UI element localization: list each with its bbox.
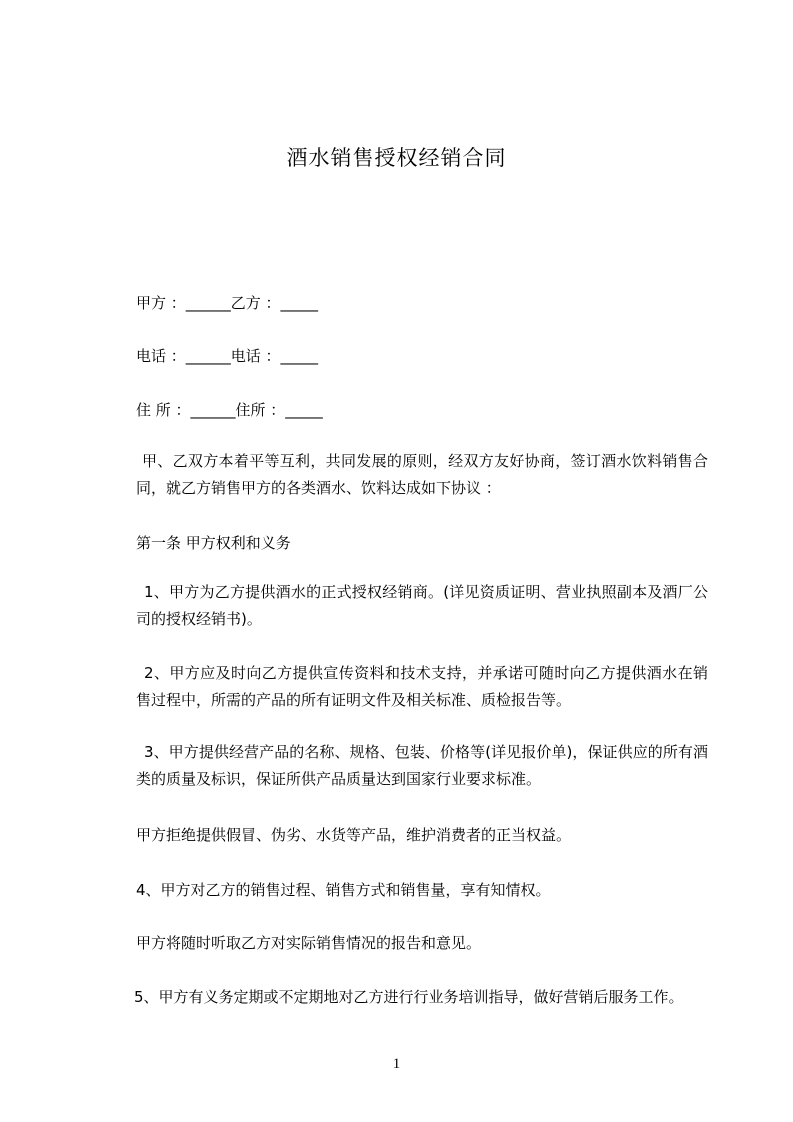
clause-3-note: 甲方拒绝提供假冒、伪劣、水货等产品，维护消费者的正当权益。 [136, 826, 572, 844]
clause-4: 4、甲方对乙方的销售过程、销售方式和销售量，享有知情权。 [136, 881, 551, 899]
document-title: 酒水销售授权经销合同 [286, 146, 507, 170]
party-address-line: 住 所 ：______住所 ：_____ [136, 401, 323, 419]
clause-2: 2、甲方应及时向乙方提供宣传资料和技术支持，并承诺可随时向乙方提供酒水在销售过程中，所需的产品的所有证明文件及相关标准、质检报告等。 [136, 664, 708, 709]
party-phone-line: 电话 ：______电话 ：_____ [136, 347, 319, 365]
article-heading: 第一条 甲方权利和义务 [136, 534, 291, 552]
clause-3: 3、甲方提供经营产品的名称、规格、包装、价格等(详见报价单)，保证供应的所有酒类的质量及标识，保证所供产品质量达到国家行业要求标准。 [136, 743, 708, 788]
preamble-paragraph: 甲、乙双方本着平等互利，共同发展的原则，经双方友好协商，签订酒水饮料销售合同，就乙方销售甲方的各类酒水、饮料达成如下协议 ： [136, 452, 708, 497]
clause-1: 1、甲方为乙方提供酒水的正式授权经销商。(详见资质证明、营业执照副本及酒厂公司的授权经销书)。 [136, 583, 708, 628]
clause-5: 5、甲方有义务定期或不定期地对乙方进行行业务培训指导，做好营销后服务工作。 [134, 988, 684, 1006]
clause-4-note: 甲方将随时听取乙方对实际销售情况的报告和意见。 [136, 934, 482, 952]
party-name-line: 甲方 ：______乙方 ：_____ [136, 294, 319, 312]
page-number: 1 [392, 1056, 401, 1072]
